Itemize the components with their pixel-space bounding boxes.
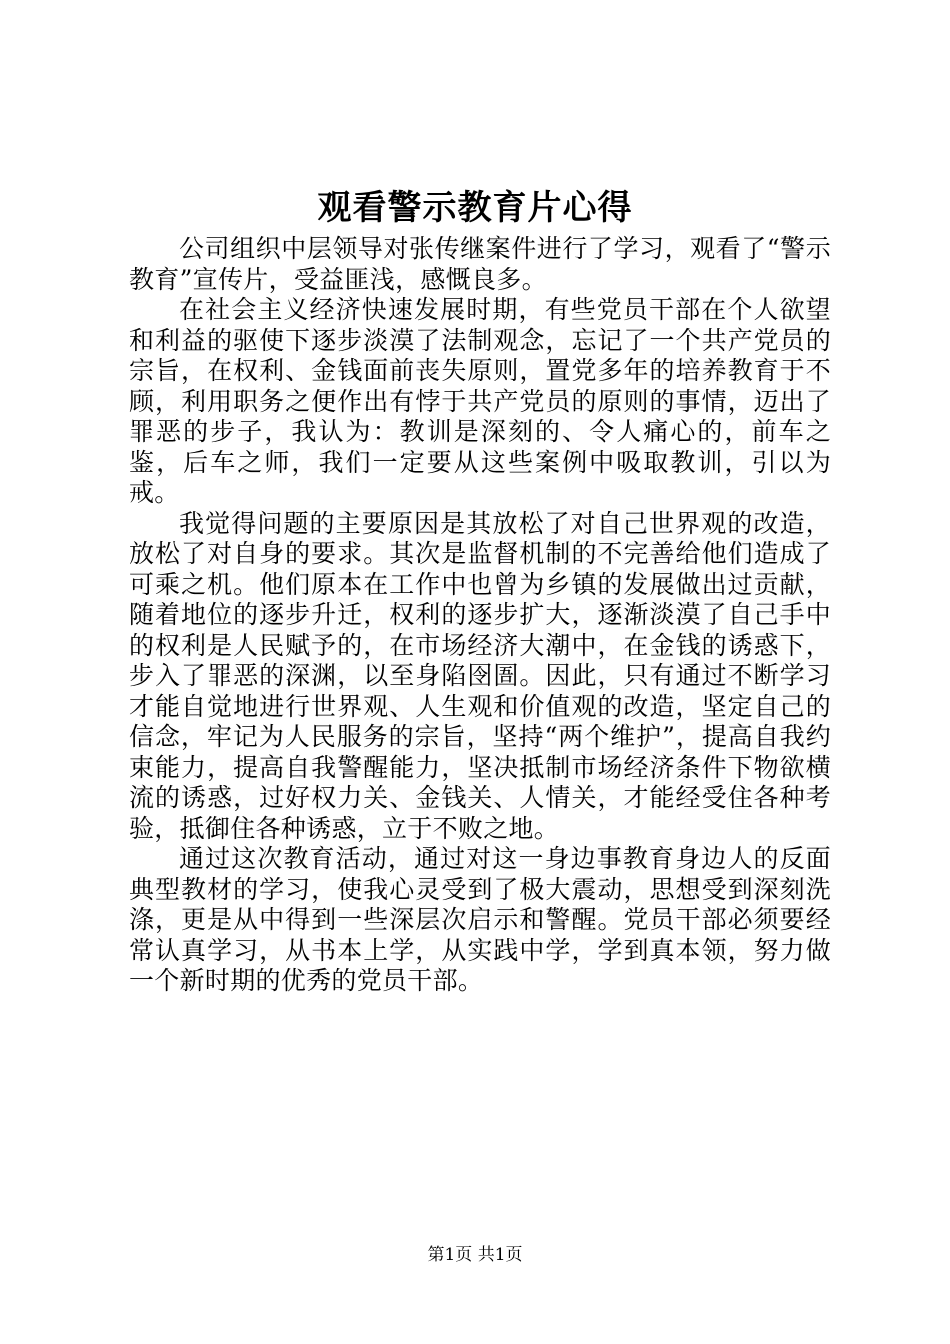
- document-title: 观看警示教育片心得: [317, 188, 633, 228]
- document-body: [129, 234, 831, 997]
- paragraph-4: 通过这次教育活动，通过对这一身边事教育身边人的反面典型教材的学习，使我心灵受到了极大震动，思想受到深刻洗涤，更是从中得到一些深层次启示和警醒。党员干部必须要经常认真学习，从书本上学，从实践中学，学到真本领，努力做一个新时期的优秀的党员干部。: [129, 844, 831, 995]
- paragraph-2: 在社会主义经济快速发展时期，有些党员干部在个人欲望和利益的驱使下逐步淡漠了法制观念，忘记了一个共产党员的宗旨，在权利、金钱面前丧失原则，置党多年的培养教育于不顾，利用职务之便作出有悖于共产党员的原则的事情，迈出了罪恶的步子，我认为：教训是深刻的、令人痛心的，前车之鉴，后车之师，我们一定要从这些案例中吸取教训，引以为戒。: [129, 295, 831, 507]
- paragraph-1: 公司组织中层领导对张传继案件进行了学习，观看了“警示教育”宣传片，受益匪浅，感慨良多。: [129, 234, 831, 294]
- page-number-footer: 第1页 共1页: [427, 1245, 523, 1265]
- paragraph-3: 我觉得问题的主要原因是其放松了对自己世界观的改造，放松了对自身的要求。其次是监督机制的不完善给他们造成了可乘之机。他们原本在工作中也曾为乡镇的发展做出过贡献，随着地位的逐步升迁，权利的逐步扩大，逐渐淡漠了自己手中的权利是人民赋予的，在市场经济大潮中，在金钱的诱惑下，步入了罪恶的深渊，以至身陷囹圄。因此，只有通过不断学习才能自觉地进行世界观、人生观和价值观的改造，坚定自己的信念，牢记为人民服务的宗旨，坚持“两个维护”，提高自我约束能力，提高自我警醒能力，坚决抵制市场经济条件下物欲横流的诱惑，过好权力关、金钱关、人情关，才能经受住各种考验，抵御住各种诱惑，立于不败之地。: [129, 508, 831, 843]
